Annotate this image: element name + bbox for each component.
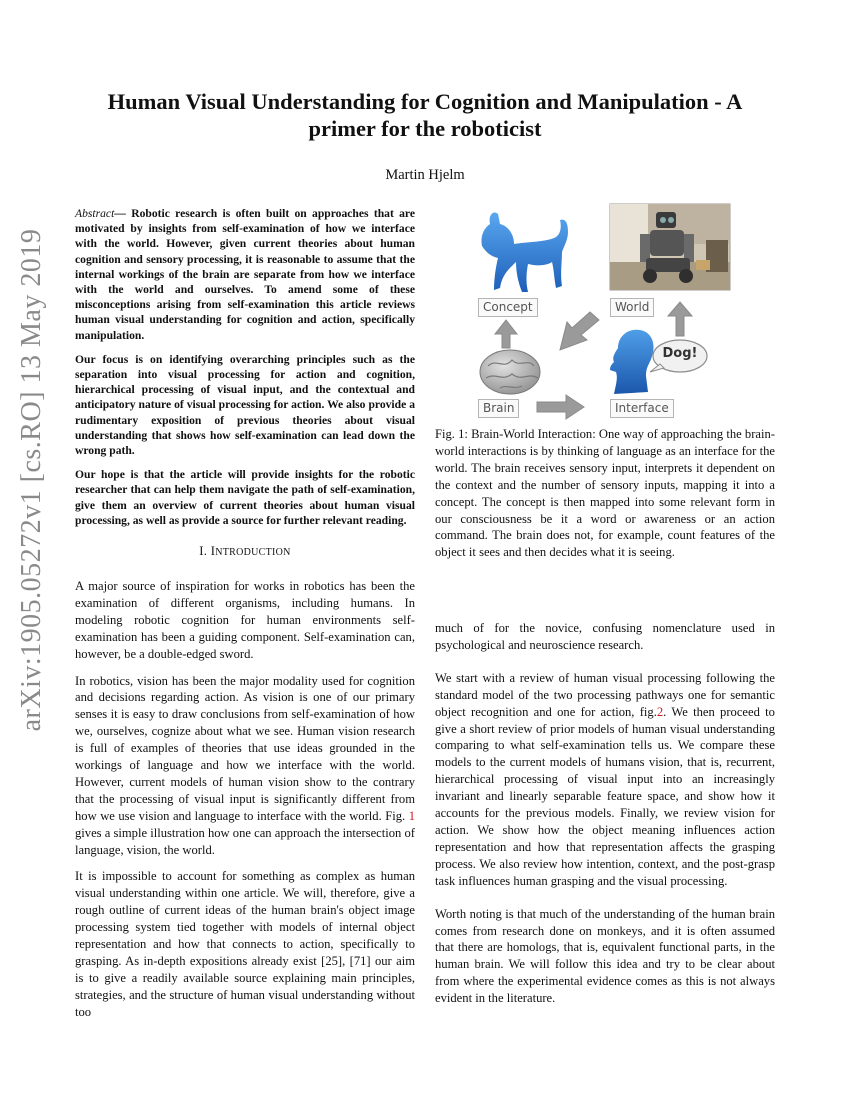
right-paragraph-2-text-a: We start with a review of human visual processing following the standard model of the two processing pathways one for semantic object recognition and one for action, fig.	[435, 670, 775, 719]
figure-1-reference-link[interactable]: 1	[408, 808, 416, 823]
arxiv-stamp	[0, 0, 64, 1100]
right-paragraph-2	[435, 670, 775, 890]
intro-paragraph-3: It is impossible to account for something as complex as human visual understanding within one article. We will, therefore, give a rough outline of current ideas of the human brain's object image processing system tied together with models of internal object representation and how that connects to action, specifically to grasping. As in-depth expositions already exist [25], [71] our aim is to give a readily available source explaining main principles, strategies, and the structure of human visual understanding without too	[75, 869, 415, 1019]
arxiv-identifier: arXiv:1905.05272v1 [cs.RO] 13 May 2019	[16, 228, 47, 732]
left-column	[75, 206, 415, 1031]
right-paragraph-3: Worth noting is that much of the understanding of the human brain comes from research done on monkeys, and it is often assumed that there are homologs, that is, equivalent functional parts, in the human brain. We will follow this idea and try to be clear about from where the experimental evidence comes as this is not always evident in the literature.	[435, 906, 775, 1006]
label-concept: Concept	[478, 298, 538, 317]
figure-2-reference-link[interactable]: 2	[656, 704, 664, 719]
abstract-paragraph-1	[75, 206, 415, 343]
section-number: I.	[199, 544, 208, 559]
right-paragraph-2-text-b: . We then proceed to give a short review of prior models of human visual understanding comparing to what self-examination tells us. We compare these models to the current models of humans vision, that is, recurrent, hierarchical processing of visual input into an increasingly invariant and linearly separable feature space, and show how it accounts for the previous models. Finally, we review vision for action. We show how the object meaning influences action representation and how that representation affects the grasping process. We also review how intention, context, and the post-grasp task influences human grasping and the visual processing.	[435, 704, 775, 888]
label-interface: Interface	[610, 399, 674, 418]
intro-paragraph-2-text-a: In robotics, vision has been the major modality used for cognition and decisions regarding action. As vision is one of our primary senses it is easy to draw conclusions from self-examination of how we, ourselves, cognize about what we see. Human vision research is full of examples of theories that use ideas grounded in the workings of language and how we interface with the world. However, current models of human vision show to the contrary that the processing of visual input is significantly different from how we use vision and language to interface with the world. Fig.	[75, 673, 415, 823]
intro-paragraph-2	[75, 673, 415, 859]
abstract-label: Abstract	[75, 207, 115, 220]
abstract-paragraph-2: Our focus is on identifying overarching principles such as the separation into visual processing for action and cognition, hierarchical processing of visual input, and the contextual and anticipatory nature of visual processing for action. We also provide a rudimentary exposition of previous theories about visual understanding that shows how self-examination can lead down the wrong path.	[75, 352, 415, 458]
intro-paragraph-2-text-b: gives a simple illustration how one can approach the intersection of language, vision, the world.	[75, 825, 415, 857]
figure-1	[470, 200, 740, 425]
figure-1-caption-text: Fig. 1: Brain-World Interaction: One way of approaching the brain-world interactions is by thinking of language as an interface for the world. The brain receives sensory input, interprets it dependent on the context and the number of sensory inputs, mapping it into a concept. The concept is then mapped into some relevant form in our consciousness be it a word or awareness or an action command. The brain does not, for example, count features of the object it sees and then decides what it is seeing.	[435, 427, 775, 560]
section-title-rest: NTRODUCTION	[215, 547, 291, 559]
figure-1-caption	[435, 426, 775, 561]
abstract-paragraph-3: Our hope is that the article will provide insights for the robotic researcher that can help them navigate the path of self-examination, give them an overview of current theories about human visual processing, as well as provide a source for further relevant reading.	[75, 468, 415, 527]
paper-title-line-2: primer for the roboticist	[308, 116, 542, 141]
dog-icon	[481, 212, 568, 292]
label-world: World	[610, 298, 654, 317]
right-paragraph-1: much of for the novice, confusing nomenclature used in psychological and neuroscience research.	[435, 621, 775, 652]
arrow-brain-to-concept	[495, 320, 517, 348]
arrow-world-to-brain	[560, 312, 599, 350]
section-heading-introduction	[75, 543, 415, 562]
speech-bubble-text: Dog!	[662, 346, 698, 361]
abstract	[75, 206, 415, 528]
paper-title-line-1: Human Visual Understanding for Cognition and Manipulation - A	[107, 89, 743, 114]
arrow-interface-to-world	[668, 302, 692, 336]
brain-icon	[480, 350, 540, 394]
author-name: Martin Hjelm	[385, 167, 465, 183]
arrow-brain-to-interface	[537, 395, 584, 419]
right-column	[435, 620, 775, 1017]
world-photo	[610, 204, 730, 290]
abstract-text-1: — Robotic research is often built on approaches that are motivated by insights from self-examination of how we interface with the world. However, given current theories about human cognition and sensory processing, it is reasonable to assume that the internal workings of the brain are separate from how we interface with the world and ourselves. To amend some of these misconceptions arising from self-examination this article reviews human visual understanding for cognition and action, specifically manipulation.	[75, 207, 415, 342]
section-title-first: I	[210, 544, 216, 559]
paper-title	[90, 88, 760, 142]
label-brain: Brain	[478, 399, 519, 418]
person-head-icon	[610, 330, 654, 394]
intro-paragraph-1: A major source of inspiration for works in robotics has been the examination of different organisms, including humans. In modeling robotic cognition for human environments self-examination has been a guiding component. Self-examination can, however, be a double-edged sword.	[75, 578, 415, 661]
